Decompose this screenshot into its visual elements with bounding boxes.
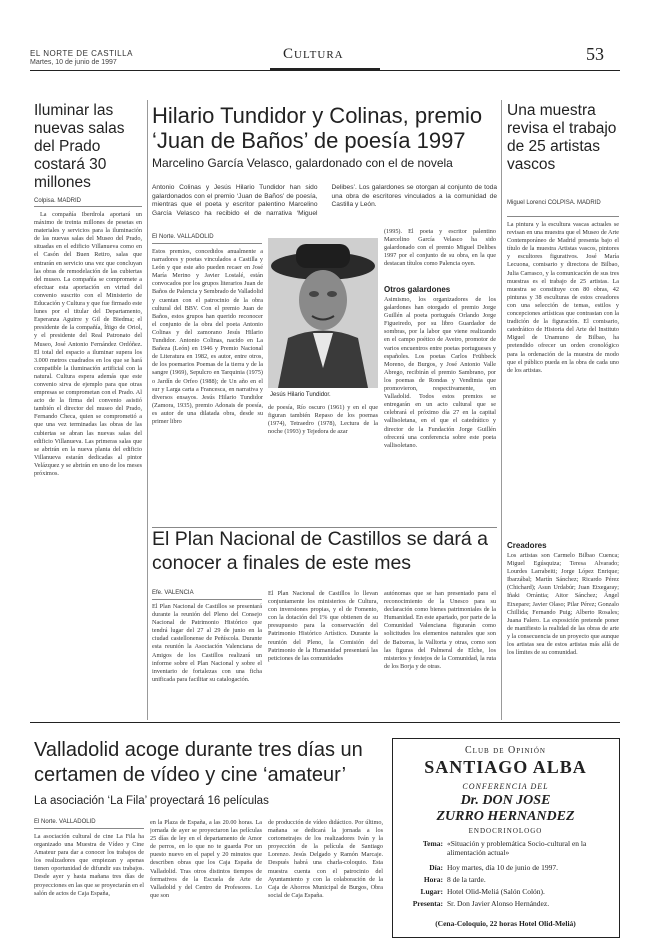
page-number: 53 xyxy=(586,44,604,64)
portrait-photo xyxy=(268,238,378,388)
right-byline-rule xyxy=(507,216,619,217)
castillos-col3: autónomas que se han presentado para el reconocimiento de la Unesco para su declaración como bienes patrimoniales de la Humanidad. En este apartado, por parte de la Comunidad Valenciana figurarán como solicitudes los elementos naturales que son de Baixeras, la Valltorta y otras, como son las figuras del Palmeral de Elche, los misterios y festejos de la Comunidad, la ruta de los Borja y de otras. xyxy=(384,590,496,670)
ad-tema: «Situación y problemática Socio-cultural en la alimentación actual» xyxy=(447,839,587,857)
right-creators: Los artistas son Carmelo Bilbao Cuenca; Miguel Egúsquiza; Teresa Alvarado; Lourdes Larrabeiti; Jorge López Enrique; Ibarzábal; Martín Sánchez; Ricardo Pérez (Chichard); Asun Urdabúr; Juan Etxegaray; Iñaki Orrántia; Aitor Sánchez; Ángel Etxepare; Javier Olaso; Pilar Pérez; Gonzalo Chillida; Fernando Puig; Alberto Rosales; Juana Falero. La exposición pretende poner de manifiesto la realidad de las obras de arte y la consecuencia de un proyecto que aunque los artistas sea de estos artistas más allá de los límites de su comunidad. xyxy=(507,552,619,657)
masthead-paper: EL NORTE DE CASTILLA xyxy=(30,49,133,58)
ad-presenta-label: Presenta: xyxy=(412,899,443,908)
main-byline-rule xyxy=(152,243,262,244)
mid-page-rule xyxy=(30,722,620,723)
video-headline: Valladolid acoge durante tres días un certamen de vídeo y cine ‘amateur’ xyxy=(34,739,363,786)
main-col2-tail: de poesía, Río oscuro (1961) y en el que figuran también Repaso de los poemas (1974), Tetraedro (1978), Lectura de la noche (1993) y Tejedora de azar xyxy=(268,404,378,436)
ad-dia-label: Día: xyxy=(429,863,443,872)
video-col1: La asociación cultural de cine La Fila ha organizado una Muestra de Vídeo y Cine Amateur para dar a conocer los trabajos de los realizadores que empiezan y apenas tienen oportunidad de difundir sus trabajos. Desde ayer y hasta mañana tres días de proyecciones en las que se proyectarán en el salón de actos de Caja España, xyxy=(34,833,144,897)
video-col2: en la Plaza de España, a las 20.00 horas. La jornada de ayer se proyectaron las películas 25 días de ley en el departamento de Amor de perros, en lo que no te guarda Por un puesto nuevo en el papel y 20 minutos que describen obras que los Caja España de Valladolid. Tras otros distintos tiempos de formativos de la Escuela de Arte de Valladolid y del Centro de Profesores. Lo que son xyxy=(150,819,262,899)
ad-lugar: Hotel Olid-Meliá (Salón Colón). xyxy=(447,887,545,896)
section-rule-under xyxy=(270,68,380,70)
ad-dia: Hoy martes, día 10 de junio de 1997. xyxy=(447,863,559,872)
video-subhead: La asociación ‘La Fila’ proyectará 16 películas xyxy=(34,795,269,807)
ad-lugar-label: Lugar: xyxy=(420,887,443,896)
section-title: Cultura xyxy=(283,46,344,62)
ad-specialty: ENDOCRINOLOGO xyxy=(468,827,543,835)
video-byline-rule xyxy=(34,828,144,829)
castillos-byline: Efe. VALENCIA xyxy=(152,590,194,596)
main-subhead: Marcelino García Velasco, galardonado con el de novela xyxy=(152,156,453,170)
left-body: La compañía Iberdrola aportará un máximo de treinta millones de pesetas en materiales y servicios para la iluminación de las nuevas salas del Museo del Prado, situadas en el edificio Villanueva como en el Casón del Buen Retiro, salas que entrarán en servicio una vez que concluyan las obras de remodelación de las cubiertas del museo. La compañía se compromete a efectuar esta aportación en virtud del convenio suscrito con el Ministerio de Educación y Cultura y que fue firmado este lunes por el titular del Departamento, Esperanza Aguirre y Gil de Biedma; el presidente de la compañía, Íñigo de Oriol, y el presidente del Real Patronato del Museo, José Antonio Fernández Ordóñez. El total del espacio a iluminar supera los 3.000 metros cuadrados en los que se hará compatible la iluminación artificial con la natural. Cultura espera además que este convenio sirva de ejemplo para que otras empresas se comprometan con el Prado. Al acto de la firma del convenio asistió también el director del museo del Prado, Fernando Checa, quien se comprometió a que una vez terminadas las obras de las cubiertas se abran las nuevas salas del edificio Villanueva. Las primeras salas que se abrirán en la nueva planta del edificio Villanueva estarán dedicadas al pintor Velázquez y se abrirán en uno de los meses próximos. xyxy=(34,211,142,477)
castillos-headline: El Plan Nacional de Castillos se dará a conocer a finales de este mes xyxy=(152,528,489,574)
right-byline: Miguel Lorenci COLPISA. MADRID xyxy=(507,200,601,206)
ad-tema-label: Tema: xyxy=(422,839,443,848)
photo-caption: Jesús Hilario Tundidor. xyxy=(270,392,331,398)
right-subhead: Creadores xyxy=(507,541,547,550)
left-byline-rule xyxy=(34,206,142,207)
video-col3: de producción de vídeo didáctico. Por último, mañana se dedicará la jornada a los cortometrajes de los realizadores Iván y la proyección de la película de Santiago Lorenzo. Jesús Delgado y Ramón Marcaje. Después habrá una charla-coloquio. Esta muestra cuenta con el patrocinio del Ayuntamiento y con la colaboración de la Caja de Ahorros Municipal de Burgos, Obra social de Caja España. xyxy=(268,819,383,899)
column-divider-left xyxy=(147,100,148,720)
column-divider-right xyxy=(501,100,502,720)
masthead-rule xyxy=(30,70,620,71)
ad-presenta: Sr. Don Javier Alonso Hernández. xyxy=(447,899,550,908)
main-col1: Estos premios, concedidos anualmente a narradores y poetas vinculados a Castilla y León y que este año pueden recaer en José María Merino y Javier Lostalé, están convocados por los grupos literarios Juan de Baños de Palencia y Sembrado de Valladolid y cuentan con el patrocinio de la obra cultural del BBV. Con el premio Juan de Baños, estos grupos han querido reconocer el conjunto de la obra del poeta Antonio Colinas y del zamorano Jesús Hilario Tundidor. Antonio Colinas, nacido en La Bañeza (León) en 1946 y Premio Nacional de Literatura en 1982, es autor, entre otros, de los poemarios Poemas de la tierra y de la sangre (1969), Sepulcro en Tarquinia (1975) o Jardín de Orfeo (1988); de Un año en el sur y Larga carta a Francesca, en narrativa y diversos ensayos. Jesús Hilario Tundidor (Zamora, 1935), premio Adonais de poesía, es autor de una dilatada obra, desde su primer libro xyxy=(152,248,263,425)
main-col3-body: Asimismo, los organizadores de los galardones han otorgado el premio Jorge Guillén al poeta portugués Orlando Jorge Figueiredo, por su libro Guardador de sombras, por la labor que viene realizando en el campo poético de Aveiro, promotor de varios encuentros entre poetas portugueses y españoles. Los poetas Carlos Frühbeck Moreno, de Burgos, y José Antonio Valle Abrego, recibirán el premio Sambrano, por los poemas de Rondas y Vendimia que promovieron, respectivamente, en Valladolid. Todos estos premios se entregarán en un acto cultural que se celebrará el próximo día 27 en la capital vallisoletana, en el que el catedrático y director de la Fundación Jorge Guillén ofrecerá una conferencia sobre este poeta vallisoletano. xyxy=(384,296,496,449)
ad-speaker-2: ZURRO HERNANDEZ xyxy=(436,809,575,824)
right-body: La pintura y la escultura vascas actuales se revisan en una muestra que el Museo de Arte Contemporáneo de Madrid presenta bajo el título de la muestra Artistas vascos, pintores y escultores figurativos. José María Lecuona, comisario y directora de Bilbao, Julia Carrasco, y la comunicación de sus tres muestras es el trabajo de 25 artistas. La muestra se constituye con 80 obras, 42 pinturas y 38 esculturas de estos creadores con una selección de temas, estilos y concepciones artísticas que contrastan con la tradición de la figuración. El comisario, catedrático de Historia del Arte del Instituto Miguel de Unamuno de Bilbao, ha pretendido ofrecer un orden cronológico para la ordenación de la muestra de modo que el público pueda en la obra de cada uno de los artistas. xyxy=(507,221,619,374)
main-col3-subhead: Otros galardones xyxy=(384,285,451,294)
ad-hora: 8 de la tarde. xyxy=(447,875,486,884)
portrait-photo-svg xyxy=(268,238,378,388)
ad-speaker-1: Dr. DON JOSE xyxy=(460,793,551,808)
masthead-date: Martes, 10 de junio de 1997 xyxy=(30,59,117,66)
main-lede: Antonio Colinas y Jesús Hilario Tundidor han sido galardonados con el premio ‘Juan de Baños’ de poesía, mientras que el poeta y escritor palentino Marcelino García Velasco ha recibido el de narrativa ‘Miguel Delibes’. Los galardones se otorgan al conjunto de toda una obra de escritores vinculados a la comunidad de Castilla y León. xyxy=(152,184,497,217)
right-headline: Una muestra revisa el trabajo de 25 artistas vascos xyxy=(507,102,617,173)
video-byline: El Norte. VALLADOLID xyxy=(34,819,96,825)
ad-hora-label: Hora: xyxy=(423,875,443,884)
ad-footer: (Cena-Coloquio, 22 horas Hotel Olid-Meliá) xyxy=(435,919,576,928)
castillos-byline-rule xyxy=(152,599,262,600)
ad-name: SANTIAGO ALBA xyxy=(424,757,587,777)
main-headline: Hilario Tundidor y Colinas, premio ‘Juan de Baños’ de poesía 1997 xyxy=(152,103,483,153)
castillos-col2: El Plan Nacional de Castillos lo llevan conjuntamente los ministerios de Cultura, con inversiones propias, y el de Fomento, con la dotación del 1% que obtienen de su presupuesto para la conservación del Patrimonio Histórico Artístico. Durante la reunión del Pleno, la Comisión del Patrimonio de la Humanidad presentará las peticiones de las comunidades xyxy=(268,590,378,662)
main-byline: El Norte. VALLADOLID xyxy=(152,234,214,240)
ad-club: Club de Opinión xyxy=(465,745,546,756)
left-headline: Iluminar las nuevas salas del Prado costará 30 millones xyxy=(34,102,125,191)
castillos-col1: El Plan Nacional de Castillos se presentará durante la reunión del Pleno del Consejo Nacional de Patrimonio Histórico que tendrá lugar del 27 al 29 de junio en la ciudad castellonense de Peñíscola. Durante esta reunión la Asociación Valenciana de Amigos de los Castillos realizará un informe sobre el Plan Nacional y sobre el inventario de fortalezas con una ficha unificada para facilitar su catalogación. xyxy=(152,603,262,683)
left-byline: Colpisa. MADRID xyxy=(34,198,82,204)
ad-box xyxy=(392,738,620,938)
ad-conferencia: CONFERENCIA DEL xyxy=(462,782,549,791)
main-col3: (1995). El poeta y escritor palentino Marcelino García Velasco ha sido galardonado con el premio Miguel Delibes 1997 por el conjunto de su obra, en la que destacan títulos como Palencia oyen. xyxy=(384,228,496,268)
